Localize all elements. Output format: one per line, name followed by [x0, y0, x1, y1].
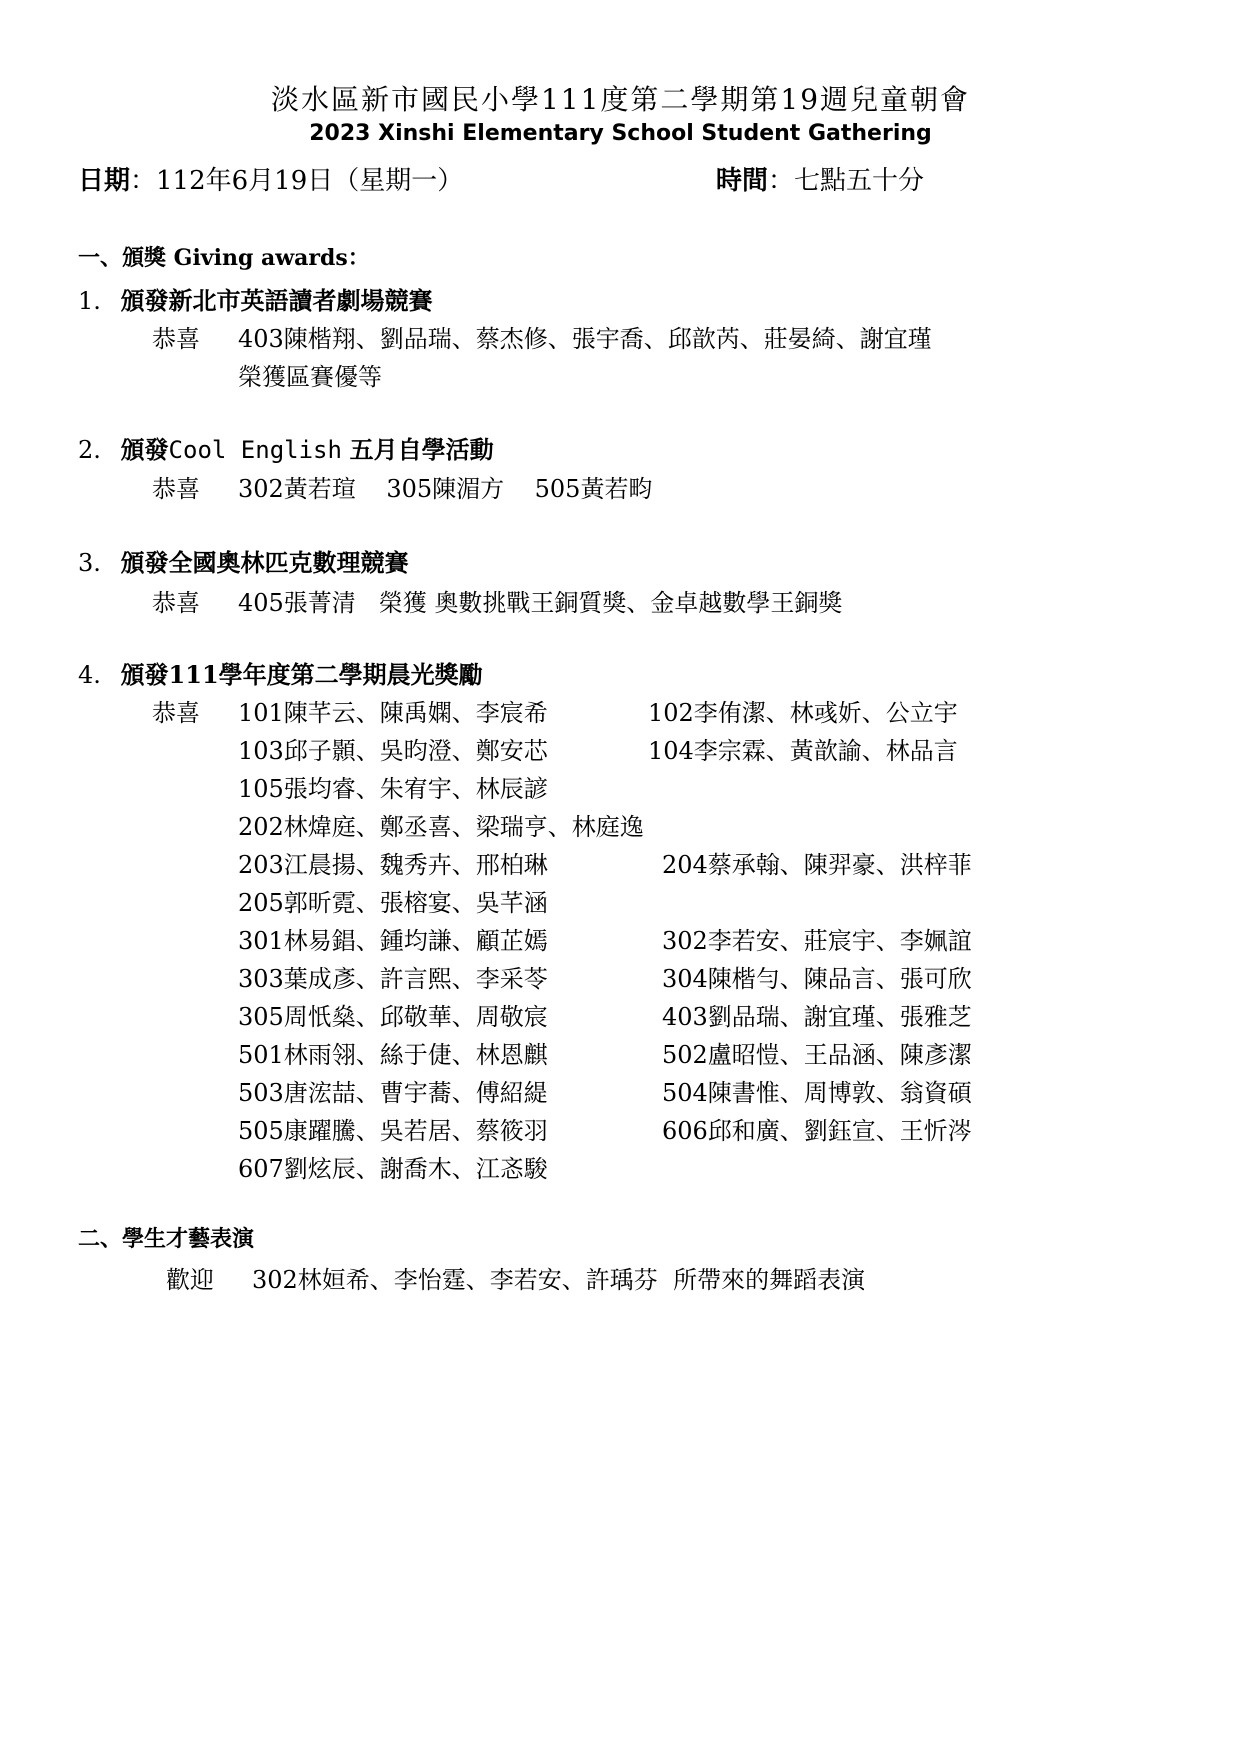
item-title-a: 頒發 — [120, 660, 169, 689]
roster-entry-left: 103邱子顥、吳昀澄、鄭安芯 — [238, 737, 548, 765]
roster-entry-right: 204蔡承翰、陳羿豪、洪梓菲 — [662, 851, 972, 879]
roster-entry-right: 104李宗霖、黃歆諭、林品言 — [648, 737, 958, 765]
roster-entry-right: 403劉品瑞、謝宜瑾、張雅芝 — [662, 1003, 972, 1031]
roster-entry-left: 505康躍騰、吳若居、蔡筱羽 — [238, 1117, 548, 1145]
roster-entry-right: 606邱和廣、劉鈺宣、王忻涔 — [662, 1117, 972, 1145]
item-title-b: 111 — [168, 660, 219, 689]
award-item-4 — [78, 655, 483, 690]
date-label: 日期 — [78, 166, 131, 196]
congrats-prefix: 恭喜 — [152, 325, 200, 353]
section-heading-awards: 一、頒獎 Giving awards： — [78, 245, 370, 271]
item-title-c: 五月自學活動 — [349, 435, 494, 464]
congrats-prefix: 恭喜 — [152, 699, 200, 727]
item-title-b: Cool English — [168, 436, 342, 464]
roster-entry-left: 105張均睿、朱宥宇、林辰諺 — [238, 775, 548, 803]
item-title: 頒發新北市英語讀者劇場競賽 — [120, 286, 433, 315]
item-number: 4. — [78, 661, 101, 689]
award-item-1 — [78, 281, 433, 316]
roster-entry-left: 303葉成彥、許言熙、李采苓 — [238, 965, 548, 993]
item-number: 2. — [78, 436, 101, 464]
page-title: 淡水區新市國民小學111度第二學期第19週兒童朝會 — [270, 83, 971, 116]
roster-entry-right: 302李若安、莊宸宇、李姵誼 — [662, 927, 972, 955]
section-heading-performance: 二、學生才藝表演 — [78, 1226, 255, 1252]
award-line: 403陳楷翔、劉品瑞、蔡杰修、張宇喬、邱歆芮、莊晏綺、謝宜瑾 — [238, 325, 932, 353]
roster-entry-left: 301林易錩、鍾均謙、顧芷嫣 — [238, 927, 548, 955]
award-item-3 — [78, 543, 409, 578]
roster-entry-right: 102李侑潔、林彧妡、公立宇 — [648, 699, 958, 727]
roster-entry-right: 504陳書惟、周博敦、翁資碩 — [662, 1079, 972, 1107]
item-title-c: 學年度第二學期晨光獎勵 — [218, 660, 483, 689]
time-line — [716, 160, 924, 197]
award-line: 榮獲區賽優等 — [238, 363, 382, 391]
roster-entry-right: 502盧昭愷、王品涵、陳彥潔 — [662, 1041, 972, 1069]
roster-entry-left: 205郭昕霓、張榕宴、吳芊涵 — [238, 889, 548, 917]
award-item-2 — [78, 430, 494, 465]
date-value: ：112年6月19日（星期一） — [130, 166, 464, 196]
congrats-prefix: 恭喜 — [152, 589, 200, 617]
award-line: 405張菁清 榮獲 奧數挑戰王銅質獎、金卓越數學王銅獎 — [238, 589, 843, 617]
item-number: 3. — [78, 549, 101, 577]
roster-entry-left: 305周忯燊、邱敬華、周敬宸 — [238, 1003, 548, 1031]
roster-entry-left: 203江晨揚、魏秀卉、邢柏琳 — [238, 851, 548, 879]
date-line — [78, 160, 463, 197]
time-label: 時間 — [716, 166, 769, 196]
item-title-a: 頒發 — [120, 435, 169, 464]
roster-entry-left: 607劉炫辰、謝喬木、江忞駿 — [238, 1155, 548, 1183]
item-title: 頒發全國奧林匹克數理競賽 — [120, 548, 409, 577]
roster-entry-left: 501林雨翎、絲于倢、林恩麒 — [238, 1041, 548, 1069]
congrats-prefix: 恭喜 — [152, 475, 200, 503]
roster-entry-left: 503唐浤喆、曹宇蕎、傅紹緹 — [238, 1079, 548, 1107]
welcome-prefix: 歡迎 — [166, 1266, 214, 1294]
item-number: 1. — [78, 287, 101, 315]
award-line: 302黃若瑄 305陳湄方 505黃若畇 — [238, 475, 653, 503]
page-subtitle: 2023 Xinshi Elementary School Student Gathering — [309, 121, 932, 146]
time-value: ：七點五十分 — [768, 166, 925, 196]
roster-entry-right: 304陳楷勻、陳品言、張可欣 — [662, 965, 972, 993]
roster-entry-left: 101陳芊云、陳禹嫻、李宸希 — [238, 699, 548, 727]
performance-line: 302林姮希、李怡霆、李若安、許瑀芬 所帶來的舞蹈表演 — [252, 1266, 866, 1294]
roster-entry-left: 202林煒庭、鄭丞喜、梁瑞亨、林庭逸 — [238, 813, 644, 841]
